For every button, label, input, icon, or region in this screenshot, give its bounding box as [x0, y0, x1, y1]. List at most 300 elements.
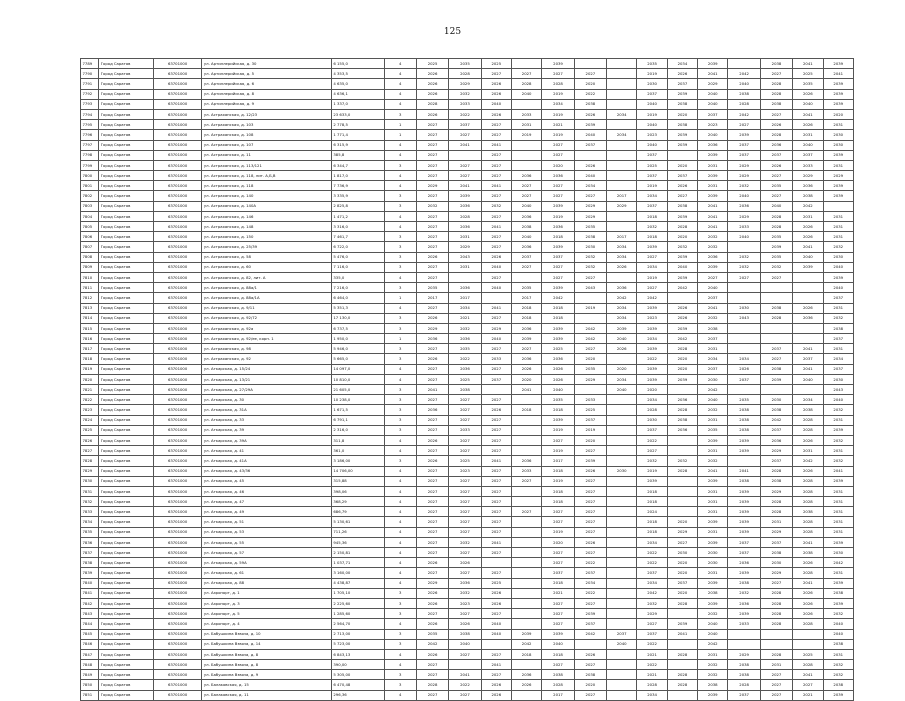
- count-cell: 3: [384, 385, 416, 395]
- address-cell: ул. Астраханская, д. 118: [202, 181, 332, 191]
- year-cell: 2042: [637, 588, 667, 598]
- year-cell: 2042: [793, 456, 823, 466]
- table-row: [81, 69, 854, 79]
- table-row: [81, 446, 854, 456]
- year-cell: 2027: [449, 527, 481, 537]
- year-cell: 2031: [449, 232, 481, 242]
- year-cell: 2039: [823, 150, 853, 160]
- year-cell: 2028: [511, 79, 541, 89]
- city-cell: Город Саратов: [99, 568, 154, 578]
- year-cell: 2039: [511, 334, 541, 344]
- year-cell: 2019: [542, 476, 574, 486]
- year-cell: 2040: [793, 140, 823, 150]
- address-cell: ул. Артиллерийская, д. 30: [202, 59, 332, 69]
- address-cell: ул. Астраханская, д. 82, лит. А: [202, 272, 332, 282]
- year-cell: 2027: [449, 405, 481, 415]
- city-cell: Город Саратов: [99, 323, 154, 333]
- year-cell: 2035: [416, 629, 448, 639]
- year-cell: [574, 385, 606, 395]
- year-cell: [607, 272, 637, 282]
- year-cell: 2031: [823, 415, 853, 425]
- table-row: [81, 140, 854, 150]
- year-cell: 2036: [793, 313, 823, 323]
- count-cell: 3: [384, 344, 416, 354]
- year-cell: 2036: [449, 222, 481, 232]
- year-cell: 2036: [511, 670, 541, 680]
- year-cell: 2027: [760, 680, 792, 690]
- year-cell: [481, 293, 511, 303]
- year-cell: 2027: [511, 181, 541, 191]
- year-cell: 2026: [793, 609, 823, 619]
- year-cell: 2027: [574, 446, 606, 456]
- year-cell: 2032: [416, 201, 448, 211]
- year-cell: 2037: [793, 150, 823, 160]
- year-cell: 2017: [607, 232, 637, 242]
- year-cell: 2036: [542, 354, 574, 364]
- oktmo-code-cell: 63701000: [153, 272, 202, 282]
- area-value-cell: 2 225,60: [331, 598, 384, 608]
- city-cell: Город Саратов: [99, 405, 154, 415]
- year-cell: 2039: [667, 130, 697, 140]
- year-cell: 2028: [760, 507, 792, 517]
- year-cell: 2039: [607, 323, 637, 333]
- row-number-cell: 7807: [81, 242, 99, 252]
- row-number-cell: 7804: [81, 211, 99, 221]
- year-cell: 2028: [449, 69, 481, 79]
- year-cell: 2038: [667, 415, 697, 425]
- year-cell: 2032: [728, 588, 760, 598]
- year-cell: 2021: [542, 120, 574, 130]
- count-cell: 4: [384, 537, 416, 547]
- year-cell: 2028: [793, 476, 823, 486]
- year-cell: 2026: [481, 89, 511, 99]
- year-cell: 2027: [760, 171, 792, 181]
- year-cell: 2032: [823, 405, 853, 415]
- table-row: [81, 415, 854, 425]
- year-cell: 2028: [637, 405, 667, 415]
- year-cell: 2037: [637, 425, 667, 435]
- area-value-cell: 1 771,4: [331, 130, 384, 140]
- address-cell: ул. Астраханская, д. 118, лит. А,Б,В: [202, 171, 332, 181]
- year-cell: 2028: [760, 588, 792, 598]
- year-cell: [607, 578, 637, 588]
- year-cell: 2027: [760, 69, 792, 79]
- year-cell: 2031: [449, 262, 481, 272]
- year-cell: 2042: [728, 69, 760, 79]
- year-cell: [793, 293, 823, 303]
- year-cell: 2027: [416, 476, 448, 486]
- year-cell: 2026: [793, 232, 823, 242]
- count-cell: 4: [384, 59, 416, 69]
- address-cell: ул. Аткарская, д. 59А: [202, 558, 332, 568]
- oktmo-code-cell: 63701000: [153, 639, 202, 649]
- year-cell: 2037: [637, 150, 667, 160]
- year-cell: 2026: [416, 79, 448, 89]
- year-cell: 2027: [760, 109, 792, 119]
- year-cell: 2020: [574, 354, 606, 364]
- year-cell: 2039: [698, 517, 728, 527]
- year-cell: 2039: [698, 262, 728, 272]
- oktmo-code-cell: 63701000: [153, 456, 202, 466]
- year-cell: [574, 150, 606, 160]
- year-cell: 2034: [607, 313, 637, 323]
- year-cell: 2032: [449, 588, 481, 598]
- year-cell: 2042: [698, 385, 728, 395]
- address-cell: ул. Астраханская, д. 9/11: [202, 303, 332, 313]
- oktmo-code-cell: 63701000: [153, 354, 202, 364]
- year-cell: 2039: [698, 150, 728, 160]
- area-value-cell: 361,0: [331, 446, 384, 456]
- year-cell: [667, 293, 697, 303]
- address-cell: ул. Аткарская, д. 33: [202, 415, 332, 425]
- year-cell: 2031: [793, 446, 823, 456]
- year-cell: 2018: [637, 211, 667, 221]
- year-cell: [607, 527, 637, 537]
- year-cell: 2025: [542, 344, 574, 354]
- year-cell: 2026: [574, 649, 606, 659]
- year-cell: 2041: [481, 660, 511, 670]
- year-cell: 2027: [416, 507, 448, 517]
- table-row: [81, 670, 854, 680]
- year-cell: 2027: [574, 344, 606, 354]
- year-cell: 2027: [416, 415, 448, 425]
- address-cell: ул. Аткарская, д. 43/36: [202, 466, 332, 476]
- year-cell: 2041: [698, 69, 728, 79]
- area-value-cell: 5 665,0: [331, 354, 384, 364]
- year-cell: 2036: [728, 558, 760, 568]
- year-cell: [607, 670, 637, 680]
- year-cell: 2028: [667, 344, 697, 354]
- year-cell: 2027: [481, 415, 511, 425]
- row-number-cell: 7823: [81, 405, 99, 415]
- year-cell: 2038: [728, 415, 760, 425]
- year-cell: 2040: [698, 283, 728, 293]
- year-cell: [760, 629, 792, 639]
- year-cell: 2027: [542, 517, 574, 527]
- row-number-cell: 7830: [81, 476, 99, 486]
- year-cell: 2026: [793, 558, 823, 568]
- count-cell: 3: [384, 670, 416, 680]
- row-number-cell: 7836: [81, 537, 99, 547]
- year-cell: 2031: [823, 507, 853, 517]
- year-cell: 2027: [481, 150, 511, 160]
- year-cell: 2021: [449, 313, 481, 323]
- year-cell: 2034: [728, 354, 760, 364]
- year-cell: [607, 456, 637, 466]
- table-row: [81, 323, 854, 333]
- count-cell: 1: [384, 334, 416, 344]
- year-cell: [607, 568, 637, 578]
- count-cell: 4: [384, 374, 416, 384]
- year-cell: [667, 150, 697, 160]
- year-cell: [667, 385, 697, 395]
- year-cell: [607, 548, 637, 558]
- city-cell: Город Саратов: [99, 293, 154, 303]
- year-cell: 2039: [760, 374, 792, 384]
- year-cell: 2028: [667, 405, 697, 415]
- count-cell: 3: [384, 252, 416, 262]
- year-cell: 2021: [637, 670, 667, 680]
- row-number-cell: 7791: [81, 79, 99, 89]
- address-cell: ул. Аткарская, д. 61: [202, 568, 332, 578]
- year-cell: 2027: [449, 690, 481, 700]
- address-cell: ул. Астраханская, д. 108: [202, 130, 332, 140]
- count-cell: 3: [384, 609, 416, 619]
- year-cell: 2020: [542, 160, 574, 170]
- count-cell: 3: [384, 232, 416, 242]
- year-cell: 2034: [637, 191, 667, 201]
- year-cell: [823, 201, 853, 211]
- table-row: [81, 558, 854, 568]
- year-cell: [511, 568, 541, 578]
- address-cell: ул. Астраханская, д. 150: [202, 232, 332, 242]
- year-cell: 2041: [481, 181, 511, 191]
- year-cell: 2031: [511, 120, 541, 130]
- year-cell: 2031: [698, 344, 728, 354]
- year-cell: [728, 242, 760, 252]
- year-cell: [607, 99, 637, 109]
- year-cell: 2027: [542, 660, 574, 670]
- oktmo-code-cell: 63701000: [153, 252, 202, 262]
- year-cell: 2036: [511, 323, 541, 333]
- year-cell: 2041: [481, 537, 511, 547]
- oktmo-code-cell: 63701000: [153, 201, 202, 211]
- area-value-cell: 6 843,13: [331, 649, 384, 659]
- year-cell: 2034: [823, 354, 853, 364]
- count-cell: 4: [384, 69, 416, 79]
- year-cell: 2038: [698, 680, 728, 690]
- year-cell: 2027: [416, 660, 448, 670]
- count-cell: 3: [384, 598, 416, 608]
- year-cell: 2027: [481, 191, 511, 201]
- year-cell: 2042: [607, 293, 637, 303]
- year-cell: 2040: [823, 283, 853, 293]
- year-cell: 2019: [511, 130, 541, 140]
- year-cell: [667, 507, 697, 517]
- year-cell: 2032: [823, 660, 853, 670]
- year-cell: 2041: [698, 303, 728, 313]
- year-cell: 2034: [607, 303, 637, 313]
- year-cell: [607, 507, 637, 517]
- year-cell: 2040: [481, 262, 511, 272]
- count-cell: 4: [384, 272, 416, 282]
- year-cell: 2027: [416, 548, 448, 558]
- table-row: [81, 293, 854, 303]
- year-cell: 2027: [416, 497, 448, 507]
- address-cell: ул. Аткарская, д. 55: [202, 537, 332, 547]
- oktmo-code-cell: 63701000: [153, 59, 202, 69]
- year-cell: 2026: [416, 588, 448, 598]
- count-cell: 1: [384, 293, 416, 303]
- year-cell: 2026: [416, 69, 448, 79]
- count-cell: 3: [384, 639, 416, 649]
- year-cell: 2037: [574, 415, 606, 425]
- year-cell: 2040: [793, 99, 823, 109]
- year-cell: 2032: [449, 89, 481, 99]
- row-number-cell: 7840: [81, 578, 99, 588]
- oktmo-code-cell: 63701000: [153, 99, 202, 109]
- year-cell: [481, 639, 511, 649]
- city-cell: Город Саратов: [99, 69, 154, 79]
- table-row: [81, 598, 854, 608]
- city-cell: Город Саратов: [99, 262, 154, 272]
- year-cell: 2039: [823, 578, 853, 588]
- year-cell: 2038: [760, 59, 792, 69]
- oktmo-code-cell: 63701000: [153, 690, 202, 700]
- year-cell: 2025: [449, 374, 481, 384]
- row-number-cell: 7792: [81, 89, 99, 99]
- year-cell: 2032: [698, 609, 728, 619]
- year-cell: 2034: [574, 181, 606, 191]
- year-cell: 2019: [574, 425, 606, 435]
- area-value-cell: 1 337,0: [331, 99, 384, 109]
- table-row: [81, 374, 854, 384]
- year-cell: 2038: [728, 578, 760, 588]
- year-cell: 2039: [574, 120, 606, 130]
- year-cell: 2041: [481, 140, 511, 150]
- year-cell: 2026: [481, 405, 511, 415]
- table-row: [81, 405, 854, 415]
- row-number-cell: 7818: [81, 354, 99, 364]
- year-cell: 2028: [667, 222, 697, 232]
- year-cell: 2028: [760, 598, 792, 608]
- address-cell: ул. Астраханская, д. 88а/1А: [202, 293, 332, 303]
- city-cell: Город Саратов: [99, 109, 154, 119]
- address-cell: ул. Аткарская, д. 13/21: [202, 374, 332, 384]
- area-value-cell: 14 706,00: [331, 466, 384, 476]
- year-cell: 2020: [511, 374, 541, 384]
- year-cell: [667, 660, 697, 670]
- year-cell: [511, 140, 541, 150]
- year-cell: 2029: [728, 171, 760, 181]
- year-cell: 2026: [481, 598, 511, 608]
- year-cell: 2017: [511, 293, 541, 303]
- year-cell: 2035: [449, 344, 481, 354]
- year-cell: 2031: [823, 222, 853, 232]
- year-cell: 2036: [698, 252, 728, 262]
- year-cell: 2028: [793, 619, 823, 629]
- year-cell: 2020: [667, 232, 697, 242]
- year-cell: 2037: [637, 629, 667, 639]
- table-row: [81, 568, 854, 578]
- year-cell: [574, 639, 606, 649]
- year-cell: 2036: [449, 334, 481, 344]
- table-row: [81, 517, 854, 527]
- year-cell: 2033: [728, 619, 760, 629]
- year-cell: 2039: [511, 629, 541, 639]
- oktmo-code-cell: 63701000: [153, 649, 202, 659]
- table-row: [81, 639, 854, 649]
- year-cell: 2035: [511, 283, 541, 293]
- year-cell: 2040: [511, 201, 541, 211]
- year-cell: 2027: [481, 568, 511, 578]
- year-cell: 2026: [793, 222, 823, 232]
- year-cell: [760, 323, 792, 333]
- year-cell: 2020: [667, 109, 697, 119]
- year-cell: 2031: [823, 446, 853, 456]
- year-cell: [667, 639, 697, 649]
- table-row: [81, 79, 854, 89]
- year-cell: 2031: [760, 660, 792, 670]
- year-cell: 2037: [449, 120, 481, 130]
- row-number-cell: 7846: [81, 639, 99, 649]
- year-cell: 2018: [542, 303, 574, 313]
- year-cell: 2027: [511, 507, 541, 517]
- count-cell: 4: [384, 476, 416, 486]
- table-row: [81, 181, 854, 191]
- year-cell: 2038: [823, 639, 853, 649]
- year-cell: 2033: [728, 222, 760, 232]
- oktmo-code-cell: 63701000: [153, 171, 202, 181]
- year-cell: 2022: [574, 588, 606, 598]
- year-cell: [574, 293, 606, 303]
- count-cell: 4: [384, 435, 416, 445]
- year-cell: 2029: [574, 374, 606, 384]
- year-cell: 2039: [667, 211, 697, 221]
- year-cell: 2042: [760, 415, 792, 425]
- year-cell: 2039: [698, 598, 728, 608]
- year-cell: 2036: [449, 364, 481, 374]
- oktmo-code-cell: 63701000: [153, 303, 202, 313]
- year-cell: 2027: [511, 476, 541, 486]
- year-cell: 2034: [637, 537, 667, 547]
- row-number-cell: 7817: [81, 344, 99, 354]
- year-cell: 2027: [481, 272, 511, 282]
- year-cell: 2019: [637, 272, 667, 282]
- oktmo-code-cell: 63701000: [153, 558, 202, 568]
- oktmo-code-cell: 63701000: [153, 609, 202, 619]
- city-cell: Город Саратов: [99, 364, 154, 374]
- area-value-cell: 335,0: [331, 272, 384, 282]
- year-cell: 2018: [637, 232, 667, 242]
- year-cell: 2043: [823, 385, 853, 395]
- year-cell: 2040: [823, 629, 853, 639]
- year-cell: 2041: [793, 537, 823, 547]
- year-cell: 2029: [667, 527, 697, 537]
- row-number-cell: 7816: [81, 334, 99, 344]
- table-row: [81, 109, 854, 119]
- year-cell: 2019: [574, 303, 606, 313]
- year-cell: 2027: [760, 272, 792, 282]
- area-value-cell: 3 160,00: [331, 568, 384, 578]
- year-cell: 2042: [823, 558, 853, 568]
- count-cell: 4: [384, 171, 416, 181]
- year-cell: 2029: [793, 171, 823, 181]
- oktmo-code-cell: 63701000: [153, 670, 202, 680]
- year-cell: 2040: [481, 629, 511, 639]
- year-cell: 2036: [793, 181, 823, 191]
- year-cell: [607, 537, 637, 547]
- year-cell: [667, 476, 697, 486]
- page-number: 125: [443, 27, 462, 37]
- year-cell: 2042: [667, 334, 697, 344]
- year-cell: 2022: [637, 660, 667, 670]
- year-cell: 2039: [542, 59, 574, 69]
- count-cell: 4: [384, 99, 416, 109]
- year-cell: 2037: [823, 334, 853, 344]
- city-cell: Город Саратов: [99, 242, 154, 252]
- year-cell: 2042: [637, 293, 667, 303]
- year-cell: 2018: [637, 486, 667, 496]
- year-cell: 2027: [481, 486, 511, 496]
- year-cell: 2039: [698, 171, 728, 181]
- table-row: [81, 252, 854, 262]
- year-cell: 2018: [637, 527, 667, 537]
- year-cell: 2040: [823, 619, 853, 629]
- year-cell: 2036: [698, 140, 728, 150]
- year-cell: 2032: [823, 456, 853, 466]
- year-cell: [607, 211, 637, 221]
